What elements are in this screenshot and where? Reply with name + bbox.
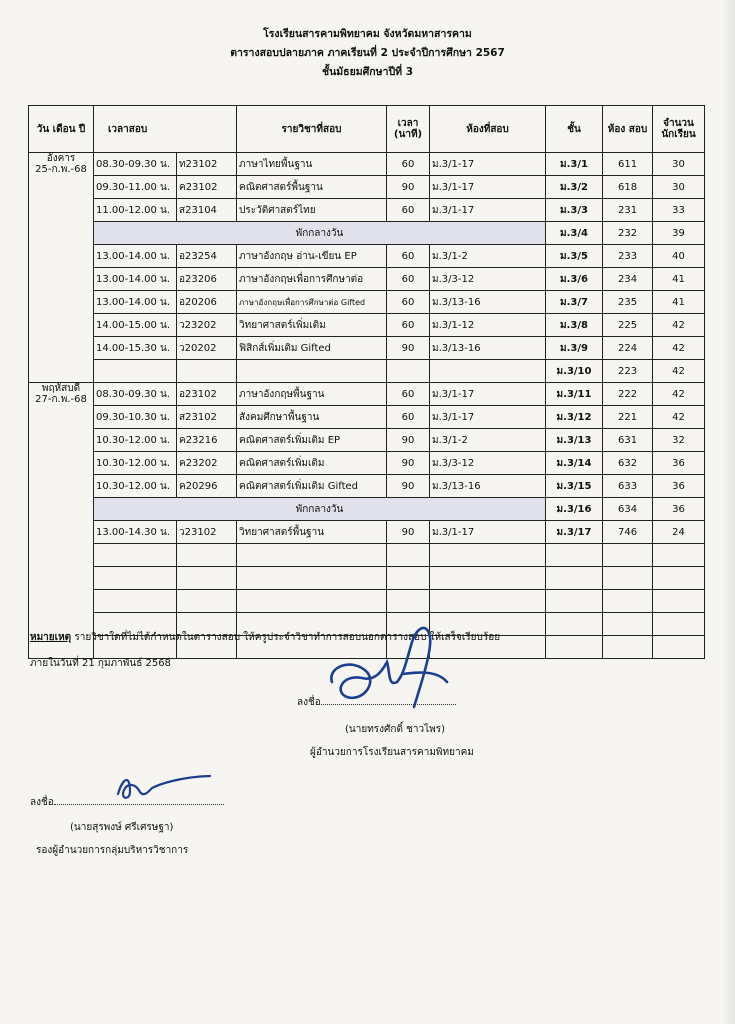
minutes-cell: 90 (387, 429, 430, 452)
class-cell: ม.3/17 (546, 521, 603, 544)
time-cell: 09.30-11.00 น. (94, 176, 177, 199)
code-cell: ส23104 (177, 199, 237, 222)
empty-cell (94, 360, 177, 383)
minutes-cell: 60 (387, 245, 430, 268)
day-weekday: อังคาร (46, 153, 76, 164)
room-cell: 233 (603, 245, 653, 268)
empty-row (29, 590, 705, 613)
exam-room-cell: ม.3/3-12 (430, 452, 546, 475)
room-cell: 618 (603, 176, 653, 199)
students-cell: 30 (653, 176, 705, 199)
time-cell: 08.30-09.30 น. (94, 153, 177, 176)
minutes-cell: 60 (387, 291, 430, 314)
day-cell (29, 383, 94, 659)
note-deadline: ภายในวันที่ 21 กุมภาพันธ์ 2568 (30, 658, 171, 669)
code-cell: ค23216 (177, 429, 237, 452)
exam-room-cell: ม.3/3-12 (430, 268, 546, 291)
time-cell: 08.30-09.30 น. (94, 383, 177, 406)
note-text: รายวิชาใดที่ไม่ได้กำหนดในตารางสอบ ให้ครูประจำวิชาทำการสอบนอกตารางสอบ ให้เสร็จเรียบร้อย (74, 632, 501, 643)
time-cell: 13.00-14.00 น. (94, 268, 177, 291)
class-cell: ม.3/14 (546, 452, 603, 475)
subject-cell: ฟิสิกส์เพิ่มเติม Gifted (237, 337, 387, 360)
class-cell: ม.3/9 (546, 337, 603, 360)
exam-room-cell: ม.3/1-2 (430, 429, 546, 452)
code-cell: ท23102 (177, 153, 237, 176)
students-cell: 32 (653, 429, 705, 452)
header-time: เวลาสอบ (94, 106, 237, 153)
director-dotted-line (321, 704, 456, 705)
students-cell: 41 (653, 268, 705, 291)
table-row (29, 314, 705, 337)
class-cell: ม.3/8 (546, 314, 603, 337)
table-row (29, 291, 705, 314)
table-row (29, 406, 705, 429)
minutes-cell: 60 (387, 383, 430, 406)
table-header-row (29, 106, 705, 153)
students-cell: 36 (653, 498, 705, 521)
room-cell: 225 (603, 314, 653, 337)
exam-room-cell: ม.3/1-17 (430, 176, 546, 199)
subject-cell: ภาษาอังกฤษพื้นฐาน (237, 383, 387, 406)
time-cell: 09.30-10.30 น. (94, 406, 177, 429)
empty-row (29, 567, 705, 590)
code-cell: อ23254 (177, 245, 237, 268)
students-cell: 24 (653, 521, 705, 544)
exam-room-cell: ม.3/13-16 (430, 475, 546, 498)
subject-cell: คณิตศาสตร์เพิ่มเติม EP (237, 429, 387, 452)
code-cell: อ20206 (177, 291, 237, 314)
code-cell: ว23102 (177, 521, 237, 544)
header-students: จำนวน นักเรียน (653, 106, 705, 153)
class-cell: ม.3/10 (546, 360, 603, 383)
table-row (29, 337, 705, 360)
room-cell: 222 (603, 383, 653, 406)
table-row (29, 475, 705, 498)
header-class: ชั้น (546, 106, 603, 153)
room-cell: 231 (603, 199, 653, 222)
room-cell: 611 (603, 153, 653, 176)
grade-level: ชั้นมัธยมศึกษาปีที่ 3 (321, 66, 414, 78)
code-cell: ค20296 (177, 475, 237, 498)
code-cell: ค23202 (177, 452, 237, 475)
subject-cell: ภาษาอังกฤษเพื่อการศึกษาต่อ (237, 268, 387, 291)
students-cell: 36 (653, 475, 705, 498)
table-row (29, 199, 705, 222)
subject-cell: ภาษาอังกฤษ อ่าน-เขียน EP (237, 245, 387, 268)
code-cell: อ23206 (177, 268, 237, 291)
students-cell: 33 (653, 199, 705, 222)
room-cell: 224 (603, 337, 653, 360)
room-cell: 235 (603, 291, 653, 314)
subject-cell: คณิตศาสตร์เพิ่มเติม Gifted (237, 475, 387, 498)
empty-row (29, 544, 705, 567)
exam-room-cell: ม.3/1-17 (430, 383, 546, 406)
students-cell: 42 (653, 337, 705, 360)
lunch-break-label: พักกลางวัน (94, 498, 546, 521)
table-row (29, 429, 705, 452)
room-cell: 221 (603, 406, 653, 429)
empty-cell (387, 360, 430, 383)
empty-cell (430, 360, 546, 383)
director-position: ผู้อำนวยการโรงเรียนสารคามพิทยาคม (310, 747, 474, 758)
students-cell: 42 (653, 406, 705, 429)
minutes-cell: 90 (387, 176, 430, 199)
subject-cell: คณิตศาสตร์เพิ่มเติม (237, 452, 387, 475)
deputy-dotted-line (54, 804, 224, 805)
day-weekday: พฤหัสบดี (41, 383, 81, 394)
code-cell: ว20202 (177, 337, 237, 360)
room-cell: 234 (603, 268, 653, 291)
day-cell (29, 153, 94, 383)
director-sign-line (297, 695, 456, 710)
students-cell: 39 (653, 222, 705, 245)
exam-room-cell: ม.3/1-17 (430, 199, 546, 222)
subject-cell: ภาษาอังกฤษเพื่อการศึกษาต่อ Gifted (237, 291, 387, 314)
page-edge-shadow (721, 0, 735, 1024)
lunch-break-label: พักกลางวัน (94, 222, 546, 245)
table-row (29, 521, 705, 544)
header-subject: รายวิชาที่สอบ (237, 106, 387, 153)
time-cell: 14.00-15.30 น. (94, 337, 177, 360)
time-cell: 10.30-12.00 น. (94, 475, 177, 498)
code-cell: ค23102 (177, 176, 237, 199)
minutes-cell: 90 (387, 452, 430, 475)
header-room: ห้อง สอบ (603, 106, 653, 153)
schedule-title: ตารางสอบปลายภาค ภาคเรียนที่ 2 ประจำปีการศึกษา 2567 (230, 47, 505, 59)
code-cell: ส23102 (177, 406, 237, 429)
minutes-cell: 60 (387, 153, 430, 176)
exam-room-cell: ม.3/13-16 (430, 291, 546, 314)
time-cell: 13.00-14.00 น. (94, 291, 177, 314)
subject-cell: ประวัติศาสตร์ไทย (237, 199, 387, 222)
room-cell: 634 (603, 498, 653, 521)
deputy-sign-line (30, 795, 224, 810)
minutes-cell: 60 (387, 314, 430, 337)
code-cell: ว23202 (177, 314, 237, 337)
table-row (29, 360, 705, 383)
class-cell: ม.3/16 (546, 498, 603, 521)
class-cell: ม.3/15 (546, 475, 603, 498)
students-cell: 41 (653, 291, 705, 314)
room-cell: 223 (603, 360, 653, 383)
school-name: โรงเรียนสารคามพิทยาคม จังหวัดมหาสารคาม (263, 28, 472, 40)
minutes-cell: 90 (387, 475, 430, 498)
empty-cell (237, 360, 387, 383)
exam-room-cell: ม.3/1-17 (430, 153, 546, 176)
code-cell: อ23102 (177, 383, 237, 406)
table-row (29, 268, 705, 291)
subject-cell: สังคมศึกษาพื้นฐาน (237, 406, 387, 429)
table-row (29, 452, 705, 475)
room-cell: 631 (603, 429, 653, 452)
minutes-cell: 60 (387, 406, 430, 429)
students-cell: 30 (653, 153, 705, 176)
exam-schedule-table (28, 105, 705, 659)
table-row (29, 153, 705, 176)
subject-cell: คณิตศาสตร์พื้นฐาน (237, 176, 387, 199)
empty-cell (177, 360, 237, 383)
subject-cell: วิทยาศาสตร์พื้นฐาน (237, 521, 387, 544)
students-cell: 42 (653, 360, 705, 383)
deputy-position: รองผู้อำนวยการกลุ่มบริหารวิชาการ (36, 845, 189, 856)
room-cell: 746 (603, 521, 653, 544)
lunch-break-row (29, 222, 705, 245)
minutes-cell: 90 (387, 521, 430, 544)
room-cell: 632 (603, 452, 653, 475)
note-label: หมายเหตุ (30, 632, 72, 643)
class-cell: ม.3/3 (546, 199, 603, 222)
deputy-name: (นายสุรพงษ์ ศรีเศรษฐา) (70, 822, 174, 833)
class-cell: ม.3/13 (546, 429, 603, 452)
exam-room-cell: ม.3/1-17 (430, 406, 546, 429)
minutes-cell: 60 (387, 199, 430, 222)
lunch-break-row (29, 498, 705, 521)
subject-cell: ภาษาไทยพื้นฐาน (237, 153, 387, 176)
class-cell: ม.3/6 (546, 268, 603, 291)
minutes-cell: 90 (387, 337, 430, 360)
class-cell: ม.3/7 (546, 291, 603, 314)
day-date: 25-ก.พ.-68 (35, 164, 87, 175)
exam-room-cell: ม.3/13-16 (430, 337, 546, 360)
exam-room-cell: ม.3/1-17 (430, 521, 546, 544)
time-cell: 13.00-14.00 น. (94, 245, 177, 268)
time-cell: 13.00-14.30 น. (94, 521, 177, 544)
students-cell: 36 (653, 452, 705, 475)
header-exam-room: ห้องที่สอบ (430, 106, 546, 153)
time-cell: 10.30-12.00 น. (94, 452, 177, 475)
class-cell: ม.3/11 (546, 383, 603, 406)
class-cell: ม.3/5 (546, 245, 603, 268)
table-row (29, 383, 705, 406)
director-sign-label: ลงชื่อ (297, 697, 321, 708)
header-duration: เวลา (นาที) (387, 106, 430, 153)
class-cell: ม.3/12 (546, 406, 603, 429)
director-name: (นายทรงศักดิ์ ชาวไพร) (345, 724, 446, 735)
table-row (29, 245, 705, 268)
subject-cell: วิทยาศาสตร์เพิ่มเติม (237, 314, 387, 337)
students-cell: 42 (653, 383, 705, 406)
header-day: วัน เดือน ปี (29, 106, 94, 153)
table-row (29, 176, 705, 199)
exam-room-cell: ม.3/1-2 (430, 245, 546, 268)
minutes-cell: 60 (387, 268, 430, 291)
exam-room-cell: ม.3/1-12 (430, 314, 546, 337)
time-cell: 11.00-12.00 น. (94, 199, 177, 222)
students-cell: 40 (653, 245, 705, 268)
students-cell: 42 (653, 314, 705, 337)
class-cell: ม.3/4 (546, 222, 603, 245)
class-cell: ม.3/2 (546, 176, 603, 199)
room-cell: 633 (603, 475, 653, 498)
time-cell: 10.30-12.00 น. (94, 429, 177, 452)
day-date: 27-ก.พ.-68 (35, 394, 87, 405)
class-cell: ม.3/1 (546, 153, 603, 176)
room-cell: 232 (603, 222, 653, 245)
deputy-sign-label: ลงชื่อ (30, 797, 54, 808)
time-cell: 14.00-15.00 น. (94, 314, 177, 337)
